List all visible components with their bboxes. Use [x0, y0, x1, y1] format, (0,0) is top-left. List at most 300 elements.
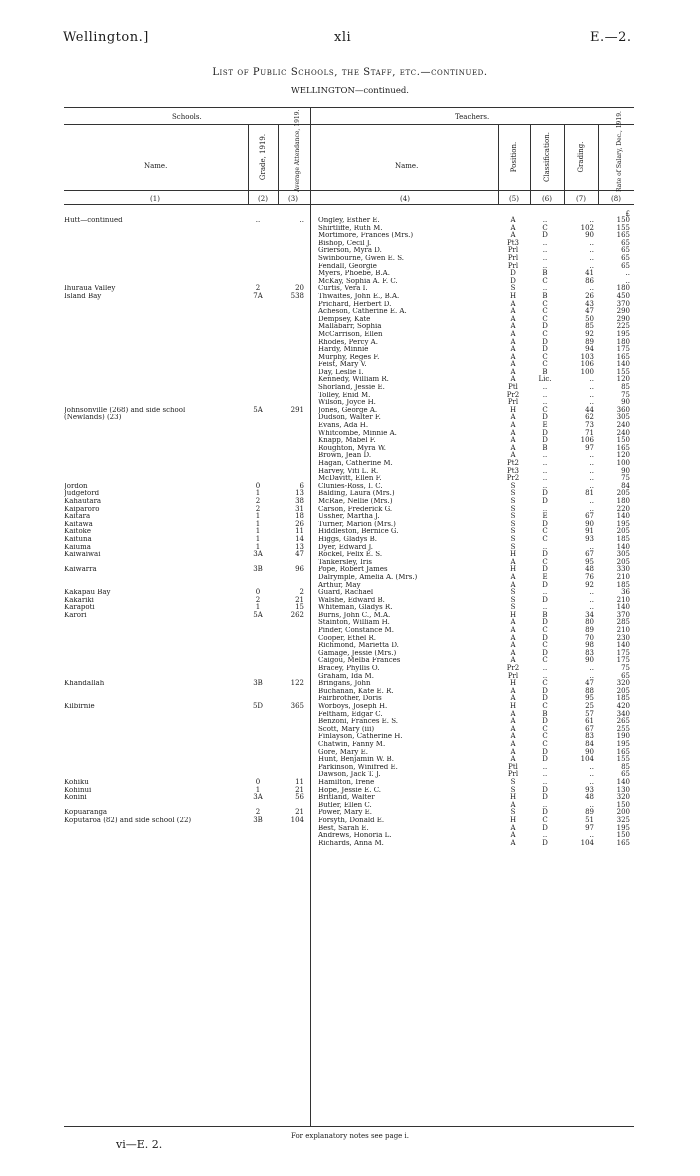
- cell-position: A: [510, 717, 516, 726]
- cell-classification: ..: [542, 238, 548, 247]
- cell-grading: ..: [589, 216, 594, 224]
- cell-grading: 85: [585, 322, 594, 331]
- cell-classification: D: [542, 345, 548, 354]
- cell-position: D: [510, 276, 516, 285]
- cell-classification: ..: [542, 284, 548, 293]
- cell-grading: 47: [585, 307, 594, 316]
- cell-classification: E: [542, 512, 548, 521]
- cell-salary: 65: [621, 770, 630, 779]
- cell-classification: ..: [542, 762, 548, 771]
- cell-position: H: [509, 291, 517, 300]
- cell-salary: 330: [616, 565, 630, 574]
- cell-school-name: Kakariki: [64, 596, 94, 604]
- cell-position: A: [510, 800, 516, 809]
- cell-teacher-name: Curtis, Vera I.: [318, 285, 368, 293]
- cell-classification: ..: [542, 504, 548, 513]
- cell-attendance: 21: [295, 808, 304, 817]
- cell-attendance: 365: [290, 702, 304, 710]
- cell-grading: 26: [585, 291, 594, 300]
- cell-school-name: Koputaroa (82) and side school (22): [64, 816, 192, 824]
- cell-school-name: Kaiwarra: [64, 566, 97, 574]
- cell-grade: 5D: [252, 702, 264, 710]
- cell-grading: 88: [585, 686, 594, 695]
- cell-grading: 98: [585, 641, 594, 650]
- cell-classification: C: [542, 679, 548, 688]
- cell-grading: 84: [585, 739, 594, 748]
- cell-attendance: 56: [295, 793, 304, 802]
- cell-teacher-name: Ussher, Martha J.: [318, 513, 380, 521]
- cell-teacher-name: Rockel, Felix E. S.: [318, 551, 383, 559]
- cell-grade: 5A: [253, 610, 263, 619]
- cell-teacher-name: Ongley, Esther E.: [318, 217, 380, 224]
- header-left: Wellington.]: [63, 30, 149, 45]
- cell-position: A: [510, 367, 516, 376]
- cell-position: S: [510, 542, 516, 551]
- cell-grading: 50: [585, 314, 594, 323]
- cell-classification: ..: [542, 261, 548, 270]
- cell-attendance: 6: [299, 481, 304, 490]
- cell-attendance: 13: [295, 542, 304, 551]
- cell-teacher-name: Feist, Mary V.: [318, 361, 367, 369]
- cell-salary: 185: [616, 534, 630, 543]
- cell-classification: D: [542, 550, 548, 559]
- cell-teacher-name: Fairbrother, Doris: [318, 695, 382, 703]
- cell-position: S: [510, 595, 516, 604]
- header-page-number: xli: [334, 30, 352, 45]
- cell-classification: ..: [542, 831, 548, 840]
- cell-classification: D: [542, 755, 548, 764]
- cell-position: D: [510, 269, 516, 278]
- cell-position: A: [510, 436, 516, 445]
- cell-school-name: Kopuaranga: [64, 809, 108, 817]
- cell-grading: 80: [585, 618, 594, 627]
- cell-position: Prl: [507, 770, 519, 779]
- schools-teachers-divider: [310, 107, 311, 1126]
- cell-attendance: 20: [295, 284, 304, 293]
- cell-grade: 2: [255, 496, 261, 505]
- cell-grading: ..: [589, 504, 594, 513]
- cell-position: S: [510, 808, 516, 817]
- cell-grading: 83: [585, 732, 594, 741]
- cell-salary: ..: [625, 276, 630, 285]
- cell-grade: 3A: [253, 793, 263, 802]
- cell-grade: 2: [255, 284, 261, 293]
- cell-teacher-name: McCarrison, Ellen: [318, 330, 383, 338]
- cell-teacher-name: Roughton, Myra W.: [318, 444, 387, 452]
- cell-grade: 2: [255, 808, 261, 817]
- cell-teacher-name: Dawson, Jack T. J.: [318, 771, 381, 779]
- cell-classification: B: [542, 367, 548, 376]
- cell-teacher-name: Forsyth, Donald E.: [318, 816, 385, 824]
- cell-salary: 255: [616, 724, 630, 733]
- cell-salary: 185: [616, 580, 630, 589]
- cell-classification: C: [542, 276, 548, 285]
- cell-position: S: [510, 481, 516, 490]
- cell-classification: C: [542, 739, 548, 748]
- cell-salary: 150: [616, 800, 630, 809]
- cell-salary: 360: [616, 405, 630, 414]
- cell-classification: D: [542, 686, 548, 695]
- cell-position: A: [510, 421, 516, 430]
- cell-classification: C: [542, 724, 548, 733]
- col-number-5: (5): [509, 195, 519, 203]
- cell-position: A: [510, 641, 516, 650]
- col-divider-5: [530, 124, 531, 204]
- cell-grading: 67: [585, 724, 594, 733]
- cell-position: A: [510, 686, 516, 695]
- col-header-school-name: Name.: [144, 162, 168, 170]
- cell-classification: ..: [542, 671, 548, 680]
- cell-grading: ..: [589, 451, 594, 460]
- cell-teacher-name: Hunt, Benjamin W. B.: [318, 756, 394, 764]
- cell-grading: 93: [585, 785, 594, 794]
- cell-teacher-name: Knapp, Mabel F.: [318, 437, 376, 445]
- cell-teacher-name: Mortimore, Frances (Mrs.): [318, 232, 414, 240]
- cell-salary: 305: [616, 550, 630, 559]
- cell-teacher-name: Higgs, Gladys B.: [318, 535, 377, 543]
- cell-salary: 140: [616, 603, 630, 612]
- cell-teacher-name: Stainton, William H.: [318, 619, 390, 627]
- cell-salary: 420: [616, 702, 630, 710]
- cell-classification: ..: [542, 390, 548, 399]
- cell-grading: 73: [585, 421, 594, 430]
- cell-teacher-name: Clunies-Ross, I. C.: [318, 482, 383, 490]
- cell-teacher-name: Finlayson, Catherine H.: [318, 733, 403, 741]
- cell-teacher-name: Best, Sarah E.: [318, 824, 369, 832]
- cell-classification: D: [542, 565, 548, 574]
- cell-teacher-name: Scott, Mary (iii): [318, 725, 375, 733]
- cell-salary: 175: [616, 648, 630, 657]
- cell-teacher-name: McDavitt, Ellen F.: [318, 475, 382, 483]
- cell-salary: 190: [616, 732, 630, 741]
- cell-classification: ..: [542, 383, 548, 392]
- cell-school-name: Kaituna: [64, 535, 92, 543]
- cell-school-name: Kilbirnie: [64, 703, 95, 710]
- cell-attendance: 11: [295, 777, 304, 786]
- cell-salary: 205: [616, 686, 630, 695]
- cell-teacher-name: Dalrymple, Amelia A. (Mrs.): [318, 573, 418, 581]
- cell-grading: 103: [580, 352, 594, 361]
- col-number-6: (6): [542, 195, 552, 203]
- cell-salary: 200: [616, 808, 630, 817]
- cell-teacher-name: Worboys, Joseph H.: [318, 703, 388, 710]
- cell-teacher-name: Thwaites, John E., B.A.: [318, 292, 400, 300]
- cell-teacher-name: Burns, John C., M.A.: [318, 611, 391, 619]
- cell-classification: ..: [542, 466, 548, 475]
- table-top-rule: [64, 107, 634, 108]
- cell-classification: D: [542, 428, 548, 437]
- cell-grading: ..: [589, 831, 594, 840]
- cell-salary: 175: [616, 656, 630, 665]
- cell-attendance: ..: [299, 216, 304, 224]
- cell-position: Ptl: [508, 383, 518, 392]
- cell-grading: ..: [589, 284, 594, 293]
- cell-position: Pr2: [506, 474, 520, 483]
- cell-classification: C: [542, 405, 548, 414]
- cell-teacher-name: Pinder, Constance M.: [318, 627, 394, 635]
- page-subtitle: WELLINGTON—continued.: [291, 86, 409, 96]
- cell-school-name: Hutt—continued: [64, 217, 123, 224]
- cell-school-name: Kakapau Bay: [64, 589, 111, 597]
- cell-grading: ..: [589, 398, 594, 407]
- cell-salary: 155: [616, 367, 630, 376]
- cell-school-name: Judgeford: [64, 490, 100, 498]
- cell-position: S: [510, 603, 516, 612]
- cell-grading: 104: [580, 838, 594, 847]
- cell-position: S: [510, 785, 516, 794]
- cell-position: A: [510, 314, 516, 323]
- cell-classification: B: [542, 443, 548, 452]
- cell-grading: ..: [589, 770, 594, 779]
- cell-position: S: [510, 512, 516, 521]
- cell-grade: ..: [255, 216, 261, 224]
- col-header-grade: Grade, 1919.: [259, 133, 267, 181]
- cell-teacher-name: Chatwin, Fanny M.: [318, 740, 386, 748]
- cell-position: Prl: [507, 671, 519, 680]
- cell-grading: 43: [585, 299, 594, 308]
- cell-classification: C: [542, 534, 548, 543]
- cell-classification: B: [542, 269, 548, 278]
- cell-grading: ..: [589, 762, 594, 771]
- cell-grading: ..: [589, 595, 594, 604]
- cell-teacher-name: Pope, Robert James: [318, 566, 388, 574]
- cell-salary: 155: [616, 223, 630, 232]
- cell-grade: 0: [255, 481, 261, 490]
- cell-grading: 86: [585, 276, 594, 285]
- cell-grade: 0: [255, 588, 261, 597]
- cell-teacher-name: Benzoni, Frances E. S.: [318, 718, 398, 726]
- cell-teacher-name: Arthur, May: [318, 581, 361, 589]
- cell-salary: 84: [621, 481, 630, 490]
- cell-salary: 65: [621, 246, 630, 255]
- cell-classification: ..: [542, 777, 548, 786]
- cell-position: A: [510, 337, 516, 346]
- cell-position: A: [510, 755, 516, 764]
- cell-classification: ..: [542, 603, 548, 612]
- cell-grading: ..: [589, 466, 594, 475]
- cell-salary: 36: [621, 588, 630, 597]
- cell-salary: 195: [616, 519, 630, 528]
- cell-position: H: [509, 565, 517, 574]
- cell-grade: 3A: [253, 550, 263, 559]
- cell-classification: ..: [542, 451, 548, 460]
- cell-classification: C: [542, 702, 548, 710]
- cell-classification: C: [542, 314, 548, 323]
- cell-position: A: [510, 580, 516, 589]
- cell-grading: ..: [589, 800, 594, 809]
- cell-salary: ..: [625, 269, 630, 278]
- cell-position: Pt3: [507, 238, 519, 247]
- cell-school-name: Kahautara: [64, 497, 102, 505]
- col-number-8: (8): [611, 195, 621, 203]
- cell-salary: 240: [616, 421, 630, 430]
- cell-teacher-name: Andrews, Honoria L.: [318, 832, 392, 840]
- cell-salary: 285: [616, 618, 630, 627]
- cell-classification: ..: [542, 588, 548, 597]
- cell-salary: 120: [616, 451, 630, 460]
- cell-attendance: 15: [295, 603, 304, 612]
- cell-attendance: 47: [295, 550, 304, 559]
- cell-grading: 70: [585, 633, 594, 642]
- cell-grade: 1: [255, 512, 261, 521]
- cell-salary: 370: [616, 299, 630, 308]
- footnote: For explanatory notes see page i.: [290, 1132, 410, 1140]
- cell-grading: 76: [585, 572, 594, 581]
- cell-classification: ..: [542, 664, 548, 673]
- cell-teacher-name: Brown, Jean D.: [318, 452, 372, 460]
- cell-grading: 92: [585, 580, 594, 589]
- cell-position: H: [509, 679, 517, 688]
- cell-teacher-name: Tankersley, Iris: [318, 558, 372, 566]
- cell-grading: 95: [585, 557, 594, 566]
- cell-grading: 48: [585, 793, 594, 802]
- cell-classification: D: [542, 633, 548, 642]
- cell-position: A: [510, 648, 516, 657]
- cell-salary: 165: [616, 747, 630, 756]
- cell-classification: D: [542, 717, 548, 726]
- col-header-salary: Rate of Salary, Dec., 1919.: [616, 111, 623, 192]
- cell-attendance: 31: [295, 504, 304, 513]
- cell-position: A: [510, 360, 516, 369]
- cell-attendance: 21: [295, 595, 304, 604]
- cell-teacher-name: Britland, Walter: [318, 794, 375, 802]
- cell-teacher-name: Gore, Mary E.: [318, 748, 368, 756]
- cell-position: S: [510, 519, 516, 528]
- cell-grading: 100: [580, 367, 594, 376]
- cell-attendance: 14: [295, 534, 304, 543]
- cell-position: A: [510, 633, 516, 642]
- cell-position: A: [510, 223, 516, 232]
- cell-position: A: [510, 831, 516, 840]
- cell-salary: 150: [616, 436, 630, 445]
- cell-salary: 220: [616, 504, 630, 513]
- cell-salary: 195: [616, 739, 630, 748]
- cell-teacher-name: McRae, Nellie (Mrs.): [318, 497, 393, 505]
- cell-grading: 34: [585, 610, 594, 619]
- cell-attendance: 538: [290, 291, 304, 300]
- cell-grading: 104: [580, 755, 594, 764]
- cell-attendance: 291: [290, 405, 304, 414]
- cell-classification: C: [542, 352, 548, 361]
- cell-position: A: [510, 216, 516, 224]
- cell-school-name: Kaiwaiwai: [64, 551, 101, 559]
- cell-salary: 290: [616, 314, 630, 323]
- cell-salary: 185: [616, 694, 630, 703]
- cell-grade: 0: [255, 777, 261, 786]
- cell-classification: E: [542, 421, 548, 430]
- cell-school-name: Kaitoke: [64, 528, 92, 536]
- cell-teacher-name: Power, Mary E.: [318, 809, 373, 817]
- cell-position: A: [510, 413, 516, 422]
- cell-classification: Lic.: [538, 375, 552, 384]
- cell-attendance: 11: [295, 527, 304, 536]
- cell-classification: D: [542, 747, 548, 756]
- cell-grading: ..: [589, 261, 594, 270]
- cell-salary: 210: [616, 572, 630, 581]
- cell-teacher-name: Graham, Ida M.: [318, 672, 374, 680]
- cell-salary: 130: [616, 785, 630, 794]
- cell-classification: D: [542, 785, 548, 794]
- cell-position: A: [510, 694, 516, 703]
- cell-grade: 1: [255, 527, 261, 536]
- cell-teacher-name: Hope, Jessie E. C.: [318, 786, 382, 794]
- cell-classification: ..: [542, 246, 548, 255]
- cell-teacher-name: Mallabarr, Sophia: [318, 323, 382, 331]
- cell-salary: 100: [616, 459, 630, 467]
- cell-classification: D: [542, 694, 548, 703]
- cell-classification: C: [542, 299, 548, 308]
- cell-grading: 25: [585, 702, 594, 710]
- cell-teacher-name: Hagan, Catherine M.: [318, 460, 393, 467]
- col-header-grading: Grading.: [577, 141, 585, 173]
- cell-teacher-name: Walshe, Edward B.: [318, 596, 385, 604]
- col-divider-6: [564, 124, 565, 204]
- cell-classification: D: [542, 413, 548, 422]
- cell-grading: 83: [585, 648, 594, 657]
- cell-classification: C: [542, 360, 548, 369]
- cell-classification: C: [542, 557, 548, 566]
- cell-grading: 48: [585, 565, 594, 574]
- cell-position: Pt2: [507, 459, 519, 467]
- cell-salary: 75: [621, 474, 630, 483]
- col-number-2: (2): [258, 195, 268, 203]
- cell-attendance: 104: [290, 815, 304, 824]
- cell-attendance: 21: [295, 785, 304, 794]
- cell-salary: 225: [616, 322, 630, 331]
- cell-school-name: Karori: [64, 611, 87, 619]
- cell-school-name: Kaiuma: [64, 543, 91, 551]
- cell-teacher-name: Hiddleston, Bernice G.: [318, 528, 399, 536]
- cell-salary: 340: [616, 709, 630, 718]
- cell-grading: 94: [585, 345, 594, 354]
- cell-teacher-name: Tolley, Enid M.: [318, 391, 371, 399]
- cell-salary: 210: [616, 595, 630, 604]
- cell-position: Pt3: [507, 466, 519, 475]
- cell-grading: 81: [585, 489, 594, 498]
- cell-attendance: 96: [295, 565, 304, 574]
- cell-classification: C: [542, 815, 548, 824]
- cell-classification: ..: [542, 481, 548, 490]
- cell-grading: 97: [585, 823, 594, 832]
- col-number-4: (4): [400, 195, 410, 203]
- cell-grading: 102: [580, 223, 594, 232]
- cell-grading: 57: [585, 709, 594, 718]
- cell-classification: C: [542, 527, 548, 536]
- cell-position: S: [510, 489, 516, 498]
- cell-teacher-name: Kennedy, William R.: [318, 376, 389, 384]
- cell-position: S: [510, 777, 516, 786]
- cell-classification: C: [542, 732, 548, 741]
- cell-classification: ..: [542, 398, 548, 407]
- cell-position: A: [510, 375, 516, 384]
- cell-classification: D: [542, 580, 548, 589]
- cell-position: A: [510, 838, 516, 847]
- cell-position: A: [510, 322, 516, 331]
- cell-classification: D: [542, 808, 548, 817]
- cell-position: A: [510, 739, 516, 748]
- cell-teacher-name: Swinbourne, Gwen E. S.: [318, 254, 404, 262]
- cell-teacher-name: Hardy, Minnie: [318, 346, 369, 354]
- cell-teacher-name: Cooper, Ethel R.: [318, 634, 376, 642]
- cell-classification: D: [542, 496, 548, 505]
- cell-classification: D: [542, 793, 548, 802]
- cell-classification: D: [542, 595, 548, 604]
- cell-classification: D: [542, 337, 548, 346]
- cell-position: S: [510, 588, 516, 597]
- cell-grade: 1: [255, 785, 261, 794]
- cell-teacher-name: McKay, Sophia A. F. C.: [318, 277, 398, 285]
- cell-position: Prl: [507, 398, 519, 407]
